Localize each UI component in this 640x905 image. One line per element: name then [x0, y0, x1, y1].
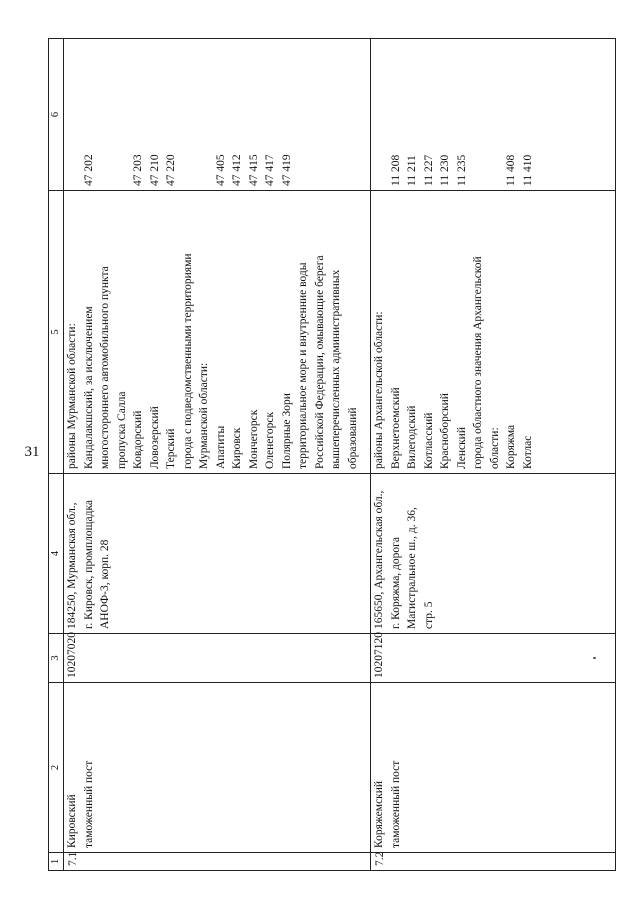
rotated-table-container	[48, 39, 614, 871]
row-number: 7.2	[371, 853, 616, 871]
column-header: 4	[49, 474, 64, 634]
table-row	[64, 39, 371, 871]
post-address: 184250, Мурманская обл., г. Кировск, промплощадка АНОФ-3, корп. 28	[64, 474, 371, 634]
post-code: 10207020	[64, 634, 371, 683]
column-header: 2	[49, 683, 64, 853]
post-code: 10207120	[371, 634, 616, 683]
row-number: 7.1	[64, 853, 371, 871]
column-header: 5	[49, 191, 64, 474]
header-row	[49, 39, 64, 871]
territory-list: районы Архангельской области: Верхнетоемский Вилегодский Котласский Красноборский Ленский города областного значения Архангельской области: Коряжма Котлас	[371, 191, 616, 474]
territory-list: районы Мурманской области: Кандалакшский, за исключением многостороннего автомобильного пункта пропуска Салла Ковдорский Ловозерский Терский города с подведомственными территориями Мурманской области: Апатиты Кировск Мончегорск Оленегорск Полярные Зори территориальное море и внутренние воды Российской Федерации, омывающие берега вышеперечисленных административных образований	[64, 191, 371, 474]
table-row	[371, 39, 616, 871]
customs-posts-table	[48, 38, 616, 871]
post-address: 165650, Архангельская обл., г. Коряжма, дорога Магистральное ш., д. 36, стр. 5	[371, 474, 616, 634]
post-name: Коряжемский таможенный пост	[371, 683, 616, 853]
column-header: 6	[49, 39, 64, 191]
page-number: 31	[24, 444, 40, 460]
okato-codes: 11 208 11 211 11 227 11 230 11 235 11 408 11 410	[371, 39, 616, 191]
column-header: 3	[49, 634, 64, 683]
okato-codes: 47 202 47 203 47 210 47 220 47 405 47 412 47 415 47 417 47 419	[64, 39, 371, 191]
post-name: Кировский таможенный пост	[64, 683, 371, 853]
column-header: 1	[49, 853, 64, 871]
